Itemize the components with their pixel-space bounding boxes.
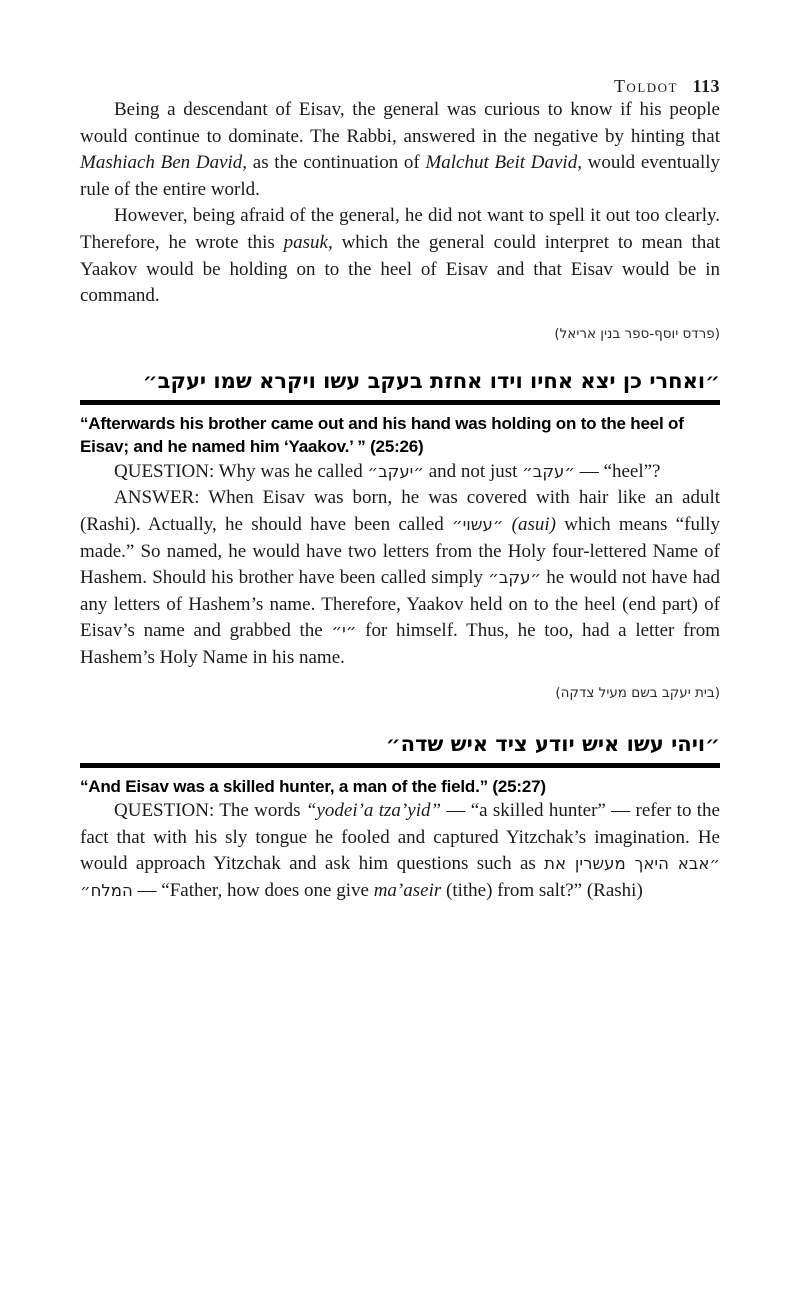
hebrew-verse-heading: ״ואחרי כן יצא אחיו וידו אחזת בעקב עשו ויקרא שמו יעקב״ bbox=[142, 368, 720, 393]
hebrew-term: ״יעקב״ bbox=[367, 461, 424, 481]
italic-term: “yodei’a tza’yid” bbox=[305, 800, 442, 821]
text-run: However, being afraid of the general, he did not want to spell it out too clearly. Therefore, he wrote this bbox=[80, 205, 720, 253]
text-run: which means “fully made.” So named, he would have two letters from the Holy four-lettered Name of Hashem. Should his brother have been called simply bbox=[80, 513, 721, 589]
hebrew-verse-heading: ״ויהי עשו איש יודע ציד איש שדה״ bbox=[385, 731, 720, 756]
verse-translation: “Afterwards his brother came out and his hand was holding on to the heel of Eisav; and he named him ‘Yaakov.’ ” (25:26) bbox=[80, 413, 684, 457]
intro-paragraph-2 bbox=[80, 203, 720, 309]
text-run: QUESTION: Why was he called bbox=[114, 460, 368, 482]
verse-translation: “And Eisav was a skilled hunter, a man of the field.” (25:27) bbox=[80, 776, 546, 796]
italic-term: (asui) bbox=[511, 513, 556, 535]
text-run: as the continuation of bbox=[247, 152, 426, 174]
question-paragraph bbox=[80, 798, 720, 904]
text-run: Being a descendant of Eisav, the general was curious to know if his people would continue to dominate. The Rabbi, answered in the negative by hinting that bbox=[80, 99, 720, 147]
italic-term: Malchut Beit David, bbox=[425, 152, 582, 174]
text-run: which the general could interpret to mean that Yaakov would be holding on to the heel of Eisav and that Eisav would be in command. bbox=[80, 231, 720, 307]
text-run: ANSWER: When Eisav was born, he was covered with hair like an adult (Rashi). Actually, he should have been called bbox=[80, 487, 720, 535]
italic-term: ma’aseir bbox=[373, 879, 442, 901]
text-run: for himself. Thus, he too, had a letter from Hashem’s Holy Name in his name. bbox=[80, 620, 720, 668]
hebrew-term: ״עקב״ bbox=[522, 461, 576, 481]
page-number: 113 bbox=[692, 76, 720, 96]
text-run: QUESTION: The words bbox=[114, 800, 306, 821]
text-run bbox=[503, 514, 511, 535]
text-run: — “Father, how does one give bbox=[132, 879, 374, 901]
divider-rule bbox=[80, 763, 720, 768]
hebrew-term: ״עשוי״ bbox=[451, 514, 504, 534]
intro-paragraph-1 bbox=[80, 97, 720, 203]
text-run: would eventually rule of the entire world. bbox=[80, 152, 720, 200]
hebrew-term: ״אבא היאך מעשרין את המלח״ bbox=[80, 854, 721, 900]
italic-term: pasuk, bbox=[283, 231, 333, 253]
hebrew-term: ״עקב״ bbox=[488, 568, 542, 588]
answer-paragraph bbox=[80, 485, 720, 671]
divider-rule bbox=[80, 400, 720, 405]
text-run: (tithe) from salt?” (Rashi) bbox=[441, 879, 643, 901]
source-attribution: (בית יעקב בשם מעיל צדקה) bbox=[555, 684, 720, 701]
question-paragraph bbox=[80, 459, 720, 486]
hebrew-term: ״י״ bbox=[331, 621, 357, 641]
text-run: and not just bbox=[424, 460, 523, 482]
source-attribution: (פרדס יוסף-ספר בנין אריאל) bbox=[554, 325, 720, 342]
italic-term: Mashiach Ben David, bbox=[80, 152, 248, 174]
text-run: — “heel”? bbox=[575, 460, 661, 482]
text-run: — “a skilled hunter” — refer to the fact that with his sly tongue he fooled and captured Yitzchak’s imagination. He would approach Yitzchak and ask him questions such as bbox=[80, 800, 720, 875]
text-run: he would not have had any letters of Hashem’s name. Therefore, Yaakov held on to the heel (end part) of Eisav’s name and grabbed the bbox=[80, 567, 721, 642]
section-title: Toldot bbox=[613, 76, 678, 96]
running-header bbox=[80, 0, 720, 97]
